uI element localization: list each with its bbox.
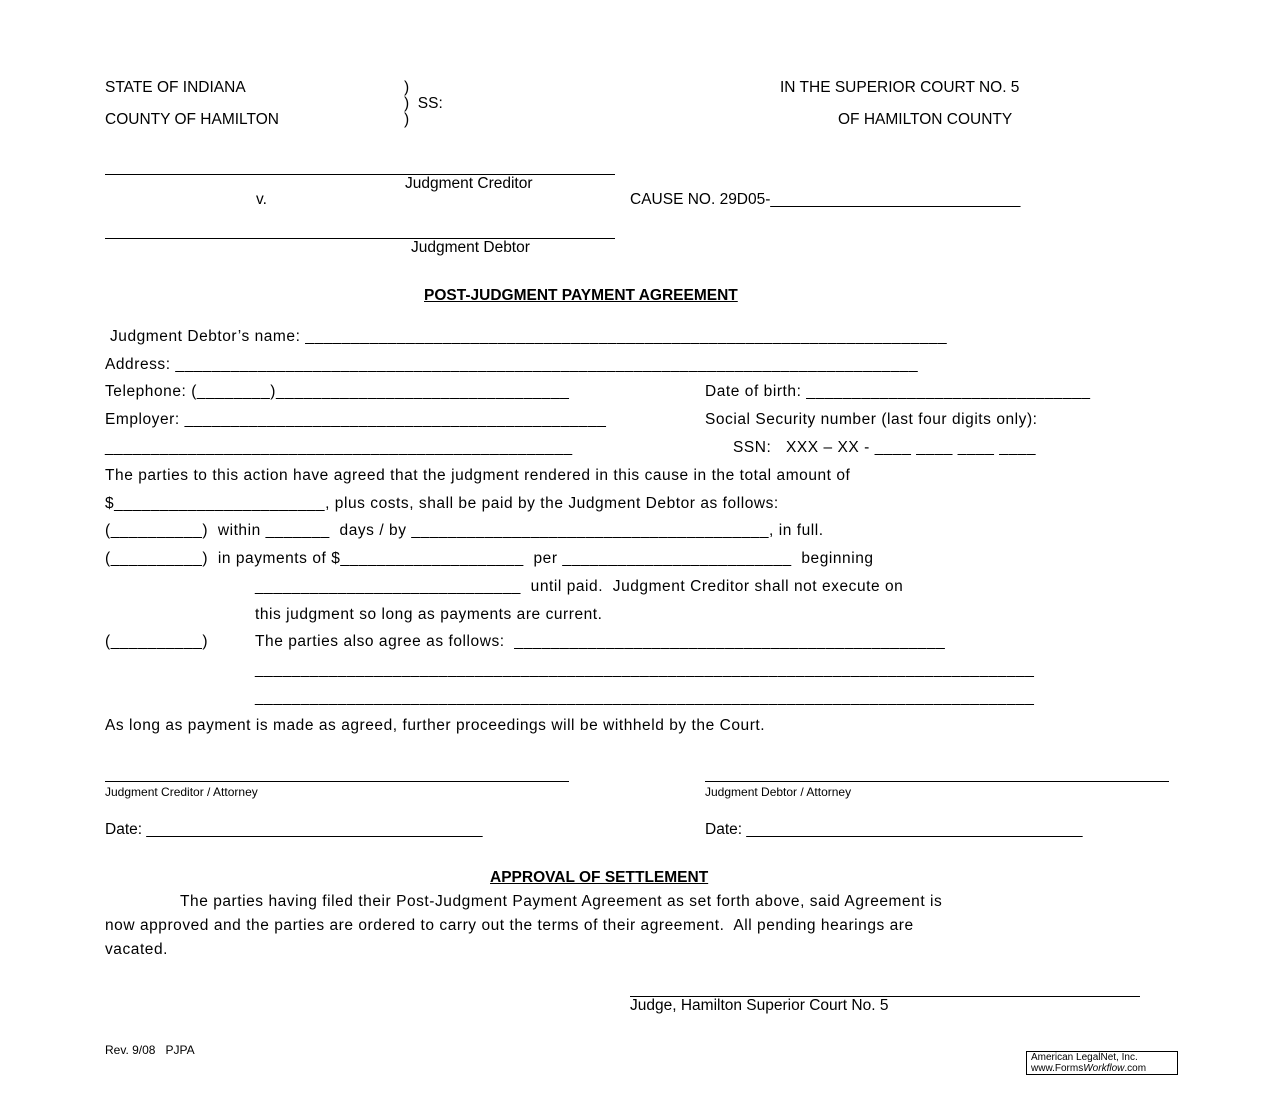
telephone-field[interactable]: Telephone: (________)________________________________	[105, 383, 570, 400]
ssn-label: Social Security number (last four digits only):	[705, 411, 1038, 428]
option-other-checkbox[interactable]: (__________)	[105, 633, 209, 650]
debtor-name-line[interactable]	[105, 238, 615, 239]
publisher-url-suffix: .com	[1124, 1063, 1147, 1074]
employer-field[interactable]: Employer: ______________________________________________	[105, 411, 607, 428]
approval-text-line-1: The parties having filed their Post-Judgment Payment Agreement as set forth above, said Agreement is	[180, 893, 943, 910]
installments-until-paid[interactable]: _____________________________ until paid. Judgment Creditor shall not execute on	[255, 578, 904, 595]
publisher-logo-box	[1026, 1051, 1178, 1075]
option-other-terms[interactable]: The parties also agree as follows: _______________________________________________	[255, 633, 946, 650]
employer-field-continued[interactable]: ___________________________________________________	[105, 439, 573, 456]
other-terms-line-3[interactable]: _____________________________________________________________________________________	[255, 689, 1035, 706]
approval-text-line-2: now approved and the parties are ordered to carry out the terms of their agreement. All pending hearings are	[105, 917, 914, 934]
publisher-url-italic: Workflow	[1083, 1063, 1125, 1074]
caption-paren-1: )	[404, 79, 410, 96]
creditor-signature-line[interactable]	[105, 781, 569, 782]
date-of-birth-field[interactable]: Date of birth: _______________________________	[705, 383, 1091, 400]
publisher-url-prefix: www.Forms	[1031, 1063, 1084, 1074]
form-title: POST-JUDGMENT PAYMENT AGREEMENT	[424, 287, 738, 304]
approval-text-line-3: vacated.	[105, 941, 168, 958]
caption-paren-3: )	[404, 111, 410, 128]
publisher-name: American LegalNet, Inc.	[1031, 1052, 1138, 1063]
judge-signature-label: Judge, Hamilton Superior Court No. 5	[630, 997, 889, 1014]
proceedings-withheld-text: As long as payment is made as agreed, further proceedings will be withheld by the Court.	[105, 717, 766, 734]
cause-number-field[interactable]: CAUSE NO. 29D05-_____________________________	[630, 191, 1021, 208]
caption-ss: ) SS:	[404, 95, 443, 112]
debtor-signature-label: Judgment Debtor / Attorney	[705, 785, 852, 799]
debtor-name-field[interactable]: Judgment Debtor’s name: ______________________________________________________________________	[110, 328, 948, 345]
address-field[interactable]: Address: _________________________________________________________________________________	[105, 356, 919, 373]
agreement-intro: The parties to this action have agreed that the judgment rendered in this cause in the total amount of	[105, 467, 851, 484]
versus-label: v.	[256, 191, 267, 208]
court-name: IN THE SUPERIOR COURT NO. 5	[780, 79, 1020, 96]
installments-note: this judgment so long as payments are current.	[255, 606, 603, 623]
county-label: COUNTY OF HAMILTON	[105, 111, 279, 128]
judgment-amount-field[interactable]: $_______________________, plus costs, shall be paid by the Judgment Debtor as follows:	[105, 495, 779, 512]
ssn-field[interactable]: SSN: XXX – XX - ____ ____ ____ ____	[733, 439, 1036, 456]
publisher-url	[1031, 1063, 1146, 1074]
debtor-signature-line[interactable]	[705, 781, 1169, 782]
judgment-creditor-label: Judgment Creditor	[405, 175, 533, 192]
option-installments[interactable]: (__________) in payments of $____________________ per _________________________ beginning	[105, 550, 874, 567]
creditor-signature-label: Judgment Creditor / Attorney	[105, 785, 258, 799]
court-county: OF HAMILTON COUNTY	[838, 111, 1013, 128]
revision-label: Rev. 9/08 PJPA	[105, 1043, 195, 1057]
option-paid-in-full[interactable]: (__________) within _______ days / by _______________________________________, in full.	[105, 522, 824, 539]
creditor-date-field[interactable]: Date: _______________________________________	[105, 821, 483, 838]
approval-title: APPROVAL OF SETTLEMENT	[490, 869, 709, 886]
other-terms-line-2[interactable]: _____________________________________________________________________________________	[255, 661, 1035, 678]
judgment-debtor-label: Judgment Debtor	[411, 239, 530, 256]
creditor-name-line[interactable]	[105, 174, 615, 175]
state-label: STATE OF INDIANA	[105, 79, 246, 96]
debtor-date-field[interactable]: Date: _______________________________________	[705, 821, 1083, 838]
